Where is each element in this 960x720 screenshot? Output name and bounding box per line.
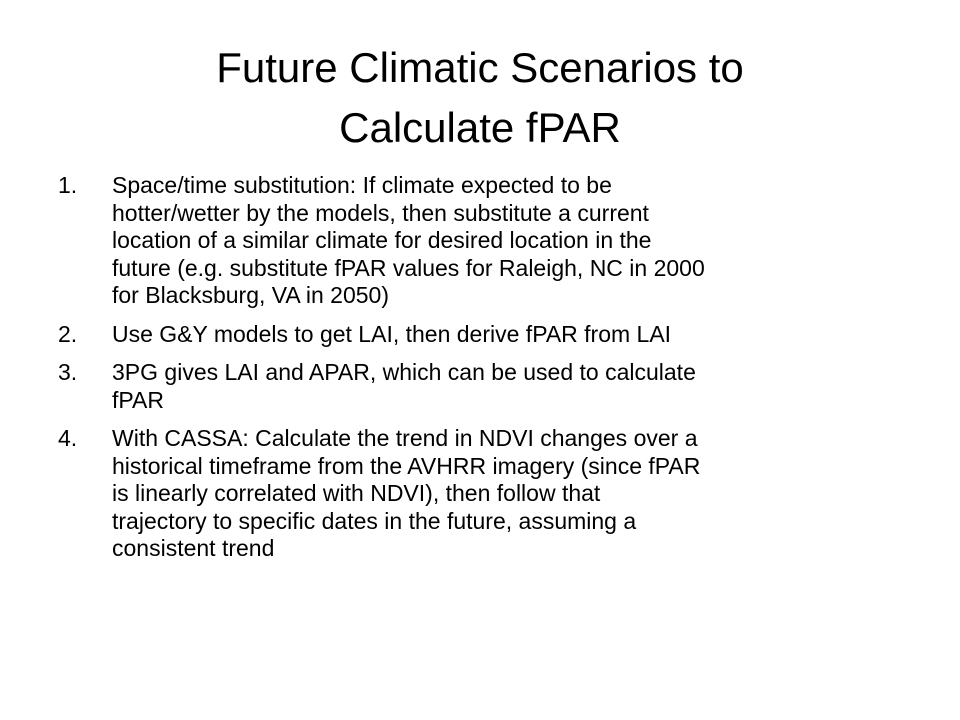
list-item-number: 4. — [58, 425, 78, 451]
list-item-line: location of a similar climate for desired location in the — [112, 227, 652, 253]
list-item-line: Use G&Y models to get LAI, then derive fPAR from LAI — [112, 320, 672, 347]
list-item-number: 1. — [58, 172, 78, 198]
list-item-3 — [58, 359, 908, 414]
title-line-2: Calculate fPAR — [339, 104, 621, 151]
numbered-list — [58, 172, 908, 574]
list-item-line: trajectory to specific dates in the future, assuming a — [112, 507, 637, 534]
list-item-2 — [58, 321, 908, 349]
list-item-line: is linearly correlated with NDVI), then follow that — [112, 480, 601, 506]
list-item-number: 2. — [58, 320, 78, 347]
list-item-1 — [58, 172, 908, 310]
list-item-line: fPAR — [112, 386, 164, 413]
list-item-number: 3. — [58, 359, 78, 385]
list-item-line: consistent trend — [112, 535, 275, 561]
list-item-line: 3PG gives LAI and APAR, which can be used to calculate — [112, 359, 696, 385]
list-item-line: With CASSA: Calculate the trend in NDVI changes over a — [112, 425, 698, 451]
list-item-line: future (e.g. substitute fPAR values for Raleigh, NC in 2000 — [112, 254, 705, 281]
list-item-4 — [58, 425, 908, 563]
title-line-1: Future Climatic Scenarios to — [216, 44, 744, 91]
slide-title — [60, 38, 900, 158]
list-item-line: hotter/wetter by the models, then substitute a current — [112, 199, 649, 226]
list-item-line: Space/time substitution: If climate expected to be — [112, 172, 612, 198]
list-item-line: historical timeframe from the AVHRR imagery (since fPAR — [112, 452, 701, 479]
list-item-line: for Blacksburg, VA in 2050) — [112, 282, 389, 308]
